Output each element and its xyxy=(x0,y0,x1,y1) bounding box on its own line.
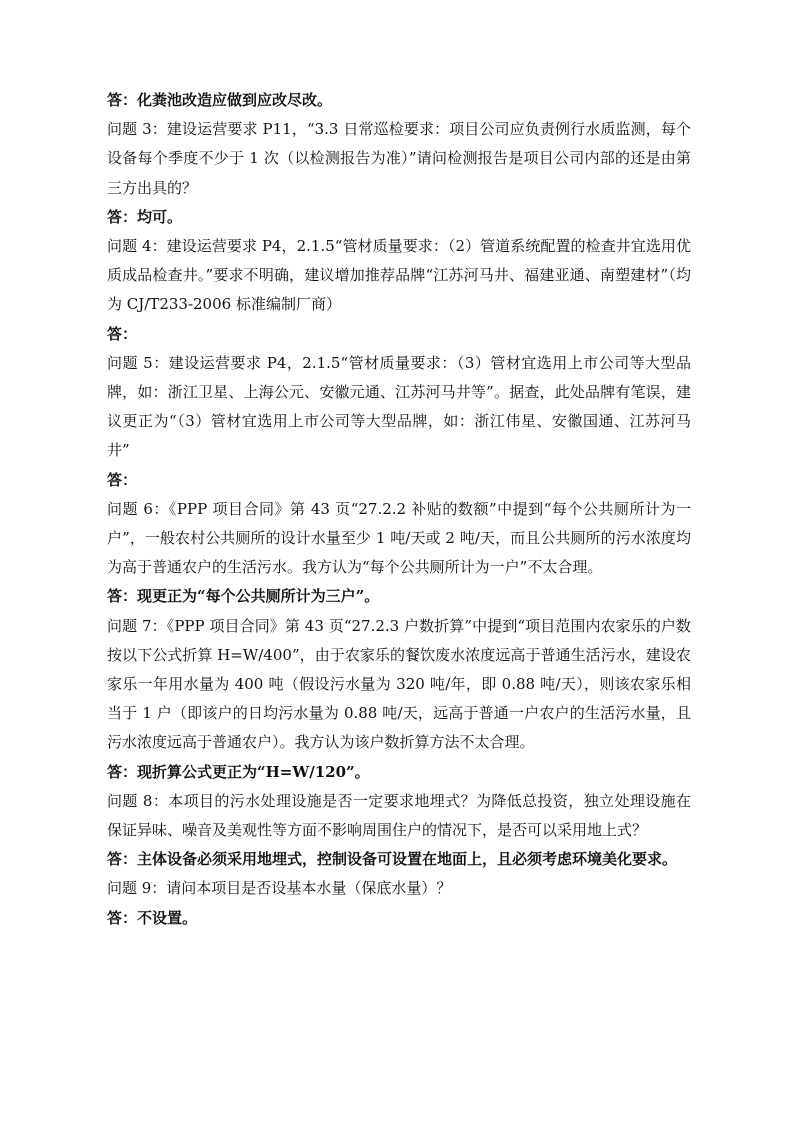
answer-paragraph: 答： xyxy=(107,470,138,489)
question-paragraph: 问题 6：《PPP 项目合同》第 43 页“27.2.2 补贴的数额”中提到“每个公共厕所计为一户”，一般农村公共厕所的设计水量至少 1 吨/天或 2 吨/天，而且公共厕所的污水浓度均为高于普通农户的生活污水。我方认为“每个公共厕所计为一户”不太合理。 xyxy=(107,499,691,577)
question-paragraph: 问题 3：建设运营要求 P11，“3.3 日常巡检要求：项目公司应负责例行水质监测，每个设备每个季度不少于 1 次（以检测报告为准）”请问检测报告是项目公司内部的还是由第三方出具的？ xyxy=(107,120,691,197)
question-paragraph: 问题 4：建设运营要求 P4，2.1.5“管材质量要求：（2）管道系统配置的检查井宜选用优质成品检查井。”要求不明确，建议增加推荐品牌“江苏河马井、福建亚通、南塑建材”（均为 CJ/T233-2006 标准编制厂商） xyxy=(107,237,691,314)
question-paragraph: 问题 9：请问本项目是否设基本水量（保底水量）？ xyxy=(107,879,452,898)
question-paragraph: 问题 7：《PPP 项目合同》第 43 页“27.2.3 户数折算”中提到“项目范围内农家乐的户数按以下公式折算 H=W/400”，由于农家乐的餐饮废水浓度远高于普通生活污水，建设农家乐一年用水量为 400 吨（假设污水量为 320 吨/年，即 0.88 吨/天），则该农家乐相当于 1 户（即该户的日均污水量为 0.88 吨/天，远高于普通一户农户的生活污水量，且污水浓度远高于普通农户）。我方认为该户数折算方法不太合理。 xyxy=(107,616,691,752)
answer-paragraph: 答：不设置。 xyxy=(107,908,198,927)
question-paragraph: 问题 8：本项目的污水处理设施是否一定要求地埋式？为降低总投资，独立处理设施在保证异味、噪音及美观性等方面不影响周围住户的情况下，是否可以采用地上式？ xyxy=(107,791,691,840)
document-body xyxy=(107,86,691,933)
answer-paragraph: 答：主体设备必须采用地埋式，控制设备可设置在地面上，且必须考虑环境美化要求。 xyxy=(107,850,678,869)
answer-paragraph: 答：现更正为“每个公共厕所计为三户”。 xyxy=(107,587,380,606)
answer-paragraph: 答：均可。 xyxy=(107,207,183,226)
answer-paragraph: 答：化粪池改造应做到应改尽改。 xyxy=(107,91,333,109)
question-paragraph: 问题 5：建设运营要求 P4，2.1.5“管材质量要求：（3）管材宜选用上市公司等大型品牌，如：浙江卫星、上海公元、安徽元通、江苏河马井等”。据查，此处品牌有笔误，建议更正为“（3）管材宜选用上市公司等大型品牌，如：浙江伟星、安徽国通、江苏河马井” xyxy=(107,353,691,460)
answer-paragraph: 答： xyxy=(107,324,138,343)
answer-paragraph: 答：现折算公式更正为“H=W/120”。 xyxy=(107,762,370,781)
